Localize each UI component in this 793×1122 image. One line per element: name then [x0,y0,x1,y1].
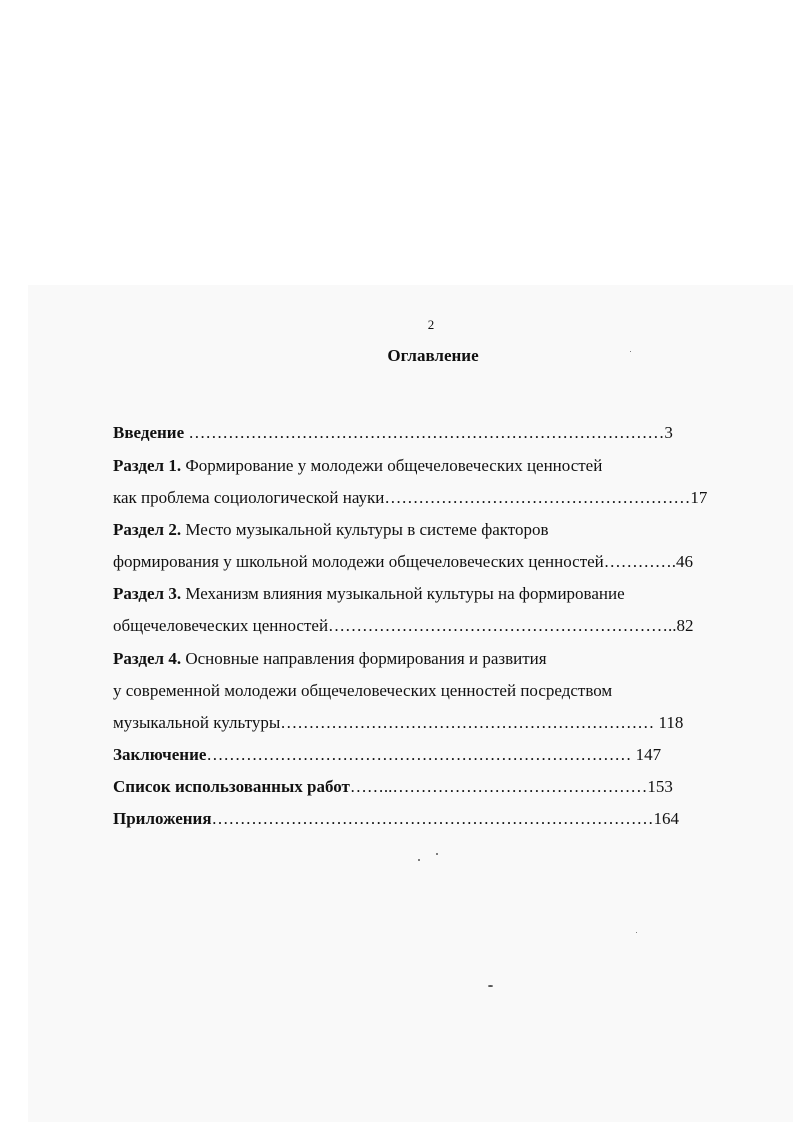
toc-entry-text: музыкальной культуры [113,713,281,732]
toc-entry-section-4[interactable] [113,647,547,671]
toc-leader-dots: …………………………………………………………………… [211,809,654,828]
toc-entry-conclusion[interactable] [113,743,661,767]
toc-entry-bold: Приложения [113,809,212,828]
toc-page-number: 3 [664,423,673,442]
toc-entry-text: у современной молодежи общечеловеческих ценностей посредством [113,681,613,700]
scan-background [28,285,793,1122]
toc-entry-section-3[interactable] [113,582,625,606]
toc-leader-dots: ………………………………………………………… [280,713,659,732]
toc-entry-text: Механизм влияния музыкальной культуры на формирование [181,584,625,603]
toc-leader-dots: ……..……………………………………… [349,777,648,796]
scan-speck [630,351,631,352]
toc-page-number: 153 [647,777,673,796]
toc-leader-dots: …………. [603,552,677,571]
toc-entry-text: Формирование у молодежи общечеловеческих ценностей [181,456,603,475]
toc-page-number: 164 [653,809,680,828]
toc-entry-bold: Раздел 2. [113,520,182,539]
toc-entry-bold: Заключение [113,745,207,764]
toc-entry-section-1-cont[interactable] [113,486,707,510]
toc-entry-text: как проблема социологической науки [113,488,385,507]
toc-page-number: 46 [676,552,694,571]
toc-entry-appendices[interactable] [113,807,679,831]
toc-entry-bold: Список использованных работ [113,777,350,796]
toc-entry-section-4-cont[interactable] [113,679,612,703]
toc-entry-text: Основные направления формирования и развития [181,649,547,668]
toc-entry-section-1[interactable] [113,454,602,478]
scan-speck [488,985,493,987]
toc-leader-dots: ……………………………………………… [384,488,691,507]
page-number: 2 [427,317,435,332]
toc-entry-bold: Раздел 3. [113,584,182,603]
toc-leader-dots: ………………………………………………………………………… [184,423,665,442]
scan-speck [436,853,438,855]
scan-speck [418,859,420,861]
toc-leader-dots: …………………………………………………….. [328,616,677,635]
toc-entry-introduction[interactable] [113,421,673,445]
toc-page-number: 118 [658,713,684,732]
toc-entry-text: Место музыкальной культуры в системе факторов [181,520,549,539]
toc-entry-bold: Введение [113,423,185,442]
toc-entry-bold: Раздел 1. [113,456,182,475]
toc-page-number: 17 [690,488,708,507]
toc-entry-section-2[interactable] [113,518,549,542]
toc-entry-bold: Раздел 4. [113,649,182,668]
toc-entry-section-2-cont[interactable] [113,550,693,574]
scan-speck [636,932,637,933]
toc-entry-text: общечеловеческих ценностей [113,616,329,635]
toc-leader-dots: ………………………………………………………………… [206,745,636,764]
toc-entry-section-4-cont[interactable] [113,711,683,735]
toc-entry-section-3-cont[interactable] [113,614,694,638]
toc-page-number: 82 [676,616,694,635]
toc-entry-text: формирования у школьной молодежи общечеловеческих ценностей [113,552,604,571]
toc-entry-references[interactable] [113,775,673,799]
toc-page-number: 147 [635,745,662,764]
page-title: Оглавление [387,346,479,365]
